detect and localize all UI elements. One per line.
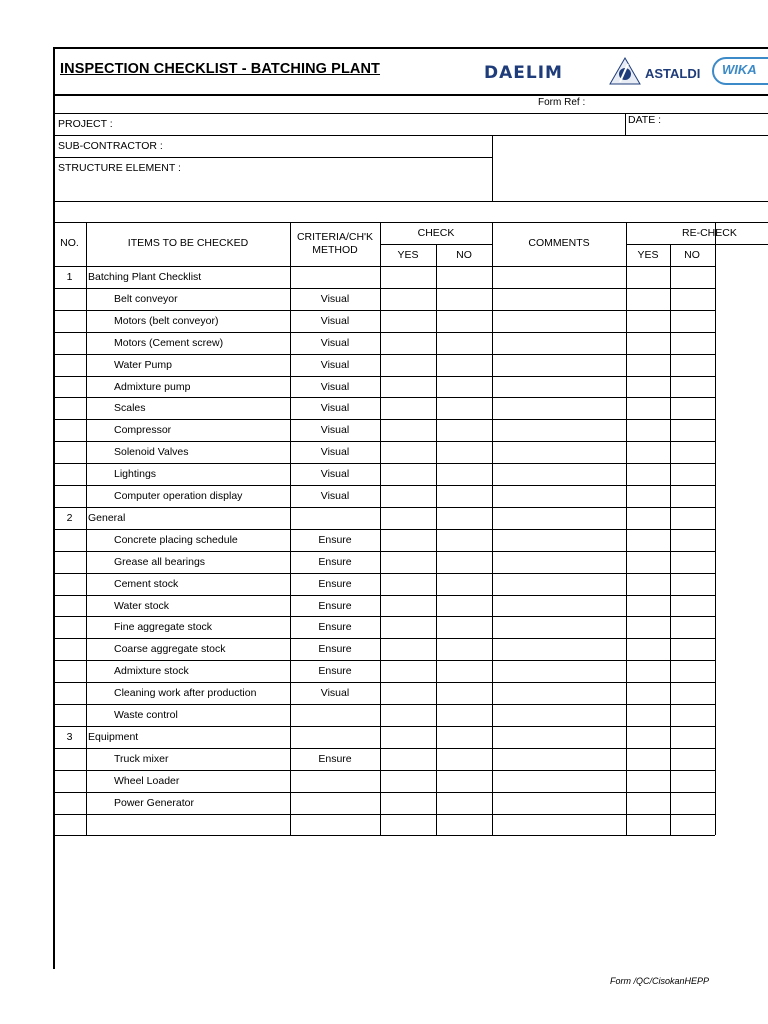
col-header-recheck-yes: YES: [637, 249, 659, 261]
section-title: General: [88, 511, 126, 524]
check-method: Visual: [320, 314, 350, 327]
form-left-border: [53, 47, 55, 969]
item-label: Scales: [114, 402, 146, 415]
col-header-comments: COMMENTS: [528, 237, 590, 249]
item-label: Truck mixer: [114, 752, 169, 765]
item-label: Solenoid Valves: [114, 446, 189, 459]
item-label: Lightings: [114, 468, 157, 481]
col-header-recheck-no: NO: [684, 249, 700, 261]
check-method: Visual: [320, 468, 350, 481]
item-label: Admixture stock: [114, 665, 189, 678]
item-label: Waste control: [114, 709, 178, 721]
subcontractor-label: SUB-CONTRACTOR :: [58, 140, 163, 152]
item-label: Belt conveyor: [114, 292, 178, 305]
check-method: Ensure: [318, 643, 352, 656]
col-header-check-no: NO: [456, 249, 472, 261]
section-title: Batching Plant Checklist: [88, 271, 202, 283]
daelim-logo: DAELIM: [484, 63, 563, 83]
item-label: Fine aggregate stock: [114, 621, 213, 634]
item-label: Water stock: [114, 599, 170, 612]
item-label: Admixture pump: [114, 380, 191, 393]
date-label: DATE :: [628, 114, 662, 126]
form-ref-label: Form Ref :: [538, 97, 586, 108]
item-label: Cement stock: [114, 577, 179, 590]
row-number: 3: [66, 730, 73, 743]
structure-element-label: STRUCTURE ELEMENT :: [58, 162, 181, 174]
check-method: Ensure: [318, 555, 352, 568]
check-method: Visual: [320, 490, 350, 502]
astaldi-emblem-icon: [608, 56, 642, 86]
row-number: 1: [66, 271, 73, 283]
form-top-border: [53, 47, 768, 49]
check-method: Ensure: [318, 752, 352, 765]
col-header-check-yes: YES: [397, 249, 419, 261]
check-method: Visual: [320, 687, 350, 700]
item-label: Compressor: [114, 424, 172, 437]
check-method: Visual: [320, 358, 350, 371]
check-method: Visual: [320, 292, 350, 305]
item-label: Wheel Loader: [114, 774, 180, 787]
check-method: Visual: [320, 402, 350, 415]
form-code: Form /QC/CisokanHEPP: [610, 976, 710, 986]
check-method: Visual: [320, 336, 350, 349]
wika-logo: WIKA: [712, 57, 768, 85]
row-number: 2: [66, 511, 73, 524]
header-divider: [53, 94, 768, 96]
item-label: Concrete placing schedule: [114, 533, 238, 546]
item-label: Cleaning work after production: [114, 687, 257, 700]
col-header-no: NO.: [60, 237, 79, 249]
project-label: PROJECT :: [58, 118, 113, 130]
page-title: INSPECTION CHECKLIST - BATCHING PLANT: [60, 61, 381, 77]
col-header-recheck: RE-CHECK: [682, 227, 737, 239]
astaldi-logo: ASTALDI: [645, 66, 701, 81]
item-label: Water Pump: [114, 358, 172, 371]
check-method: Ensure: [318, 599, 352, 612]
item-label: Coarse aggregate stock: [114, 643, 226, 656]
col-header-check: CHECK: [417, 227, 455, 239]
check-method: Ensure: [318, 577, 352, 590]
item-label: Motors (Cement screw): [114, 336, 224, 349]
section-title: Equipment: [88, 730, 139, 743]
col-header-items: ITEMS TO BE CHECKED: [127, 237, 249, 249]
item-label: Power Generator: [114, 796, 194, 809]
check-method: Visual: [320, 380, 350, 393]
col-header-criteria: CRITERIA/CH'K METHOD: [296, 231, 374, 256]
check-method: Ensure: [318, 665, 352, 678]
item-label: Grease all bearings: [114, 555, 206, 568]
check-method: Visual: [320, 446, 350, 459]
check-method: Visual: [320, 424, 350, 437]
item-label: Motors (belt conveyor): [114, 314, 219, 327]
check-method: Ensure: [318, 533, 352, 546]
item-label: Computer operation display: [114, 490, 243, 502]
check-method: Ensure: [318, 621, 352, 634]
